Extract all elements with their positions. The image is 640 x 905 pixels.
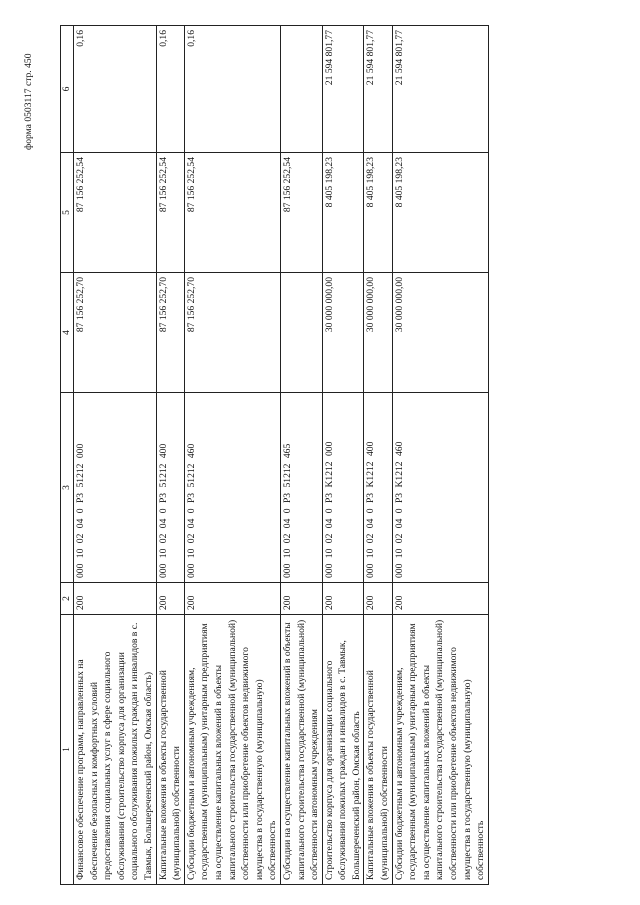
row-approved: 87 156 252,70 xyxy=(184,273,280,393)
row-approved xyxy=(280,273,322,393)
row-name: Субсидии на осуществление капитальных вложений в объекты капитального строительства государственной (муниципальной) собственности автономным учреждениям xyxy=(280,615,322,885)
row-executed: 87 156 252,54 xyxy=(156,153,184,273)
row-budget-code: 000 10 02 04 0 P3 K1212 460 xyxy=(392,393,488,583)
row-unexecuted: 21 594 801,77 xyxy=(322,26,364,153)
table-row xyxy=(184,26,280,885)
row-approved: 87 156 252,70 xyxy=(156,273,184,393)
row-unexecuted: 0,16 xyxy=(184,26,280,153)
header-col-6: 6 xyxy=(61,26,74,153)
row-name: Капитальные вложения в объекты государственной (муниципальной) собственности xyxy=(156,615,184,885)
row-unexecuted: 0,16 xyxy=(74,26,157,153)
row-line-code: 200 xyxy=(156,583,184,615)
table-row xyxy=(364,26,392,885)
row-executed: 8 405 198,23 xyxy=(364,153,392,273)
row-line-code: 200 xyxy=(364,583,392,615)
row-name: Субсидии бюджетным и автономным учреждениям, государственным (муниципальным) унитарным предприятиям на осуществление капитальных вложений в объекты капитального строительства государственной (муниципальной) собственности или приобретение объектов недвижимого имущества в государственную (муниципальную) собственность xyxy=(184,615,280,885)
row-budget-code: 000 10 02 04 0 P3 K1212 000 xyxy=(322,393,364,583)
row-unexecuted: 21 594 801,77 xyxy=(392,26,488,153)
row-line-code: 200 xyxy=(280,583,322,615)
table-row xyxy=(322,26,364,885)
row-name: Финансовое обеспечение программ, направленных на обеспечение безопасных и комфортных условий предоставления социальных услуг в сфере социального обслуживания (строительство корпуса для организации социального обслуживания пожилых граждан и инвалидов в с. Тавмык, Большереченский район, Омская область) xyxy=(74,615,157,885)
header-col-1: 1 xyxy=(61,615,74,885)
row-line-code: 200 xyxy=(184,583,280,615)
row-budget-code: 000 10 02 04 0 P3 51212 460 xyxy=(184,393,280,583)
budget-table-frame xyxy=(60,26,487,885)
row-executed: 8 405 198,23 xyxy=(322,153,364,273)
row-executed: 87 156 252,54 xyxy=(74,153,157,273)
row-name: Субсидии бюджетным и автономным учреждениям, государственным (муниципальным) унитарным предприятиям на осуществление капитальных вложений в объекты капитального строительства государственной (муниципальной) собственности или приобретение объектов недвижимого имущества в государственную (муниципальную) собственность xyxy=(392,615,488,885)
row-unexecuted xyxy=(280,26,322,153)
row-approved: 87 156 252,70 xyxy=(74,273,157,393)
row-approved: 30 000 000,00 xyxy=(392,273,488,393)
row-executed: 87 156 252,54 xyxy=(184,153,280,273)
table-row xyxy=(392,26,488,885)
form-label: форма 0503117 стр. 450 xyxy=(23,53,34,150)
header-col-4: 4 xyxy=(61,273,74,393)
row-name: Строительство корпуса для организации социального обслуживания пожилых граждан и инвалидов в с. Тавмык, Большереченский район, Омская область xyxy=(322,615,364,885)
header-row xyxy=(61,26,74,885)
header-col-3: 3 xyxy=(61,393,74,583)
table-row xyxy=(74,26,157,885)
header-col-5: 5 xyxy=(61,153,74,273)
table-row xyxy=(280,26,322,885)
row-budget-code: 000 10 02 04 0 P3 51212 000 xyxy=(74,393,157,583)
row-executed: 87 156 252,54 xyxy=(280,153,322,273)
header-col-2: 2 xyxy=(61,583,74,615)
row-budget-code: 000 10 02 04 0 P3 K1212 400 xyxy=(364,393,392,583)
row-line-code: 200 xyxy=(74,583,157,615)
budget-table xyxy=(60,25,489,885)
row-budget-code: 000 10 02 04 0 P3 51212 465 xyxy=(280,393,322,583)
row-line-code: 200 xyxy=(392,583,488,615)
row-unexecuted: 21 594 801,77 xyxy=(364,26,392,153)
row-unexecuted: 0,16 xyxy=(156,26,184,153)
row-name: Капитальные вложения в объекты государственной (муниципальной) собственности xyxy=(364,615,392,885)
row-line-code: 200 xyxy=(322,583,364,615)
row-approved: 30 000 000,00 xyxy=(364,273,392,393)
row-approved: 30 000 000,00 xyxy=(322,273,364,393)
row-budget-code: 000 10 02 04 0 P3 51212 400 xyxy=(156,393,184,583)
table-row xyxy=(156,26,184,885)
row-executed: 8 405 198,23 xyxy=(392,153,488,273)
